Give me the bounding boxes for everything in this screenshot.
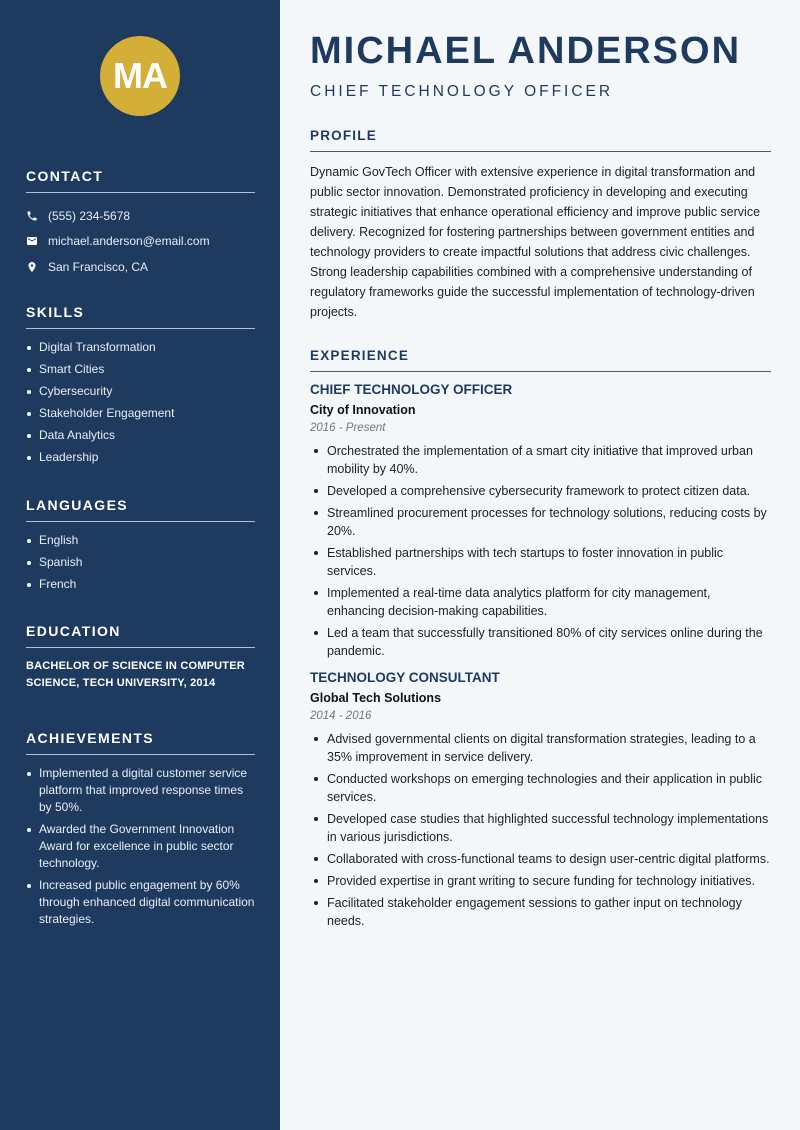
experience-section: [310, 348, 771, 940]
job-bullet: Established partnerships with tech startups to foster innovation in public services.: [310, 544, 771, 580]
skill-item: Data Analytics: [26, 427, 255, 444]
job-bullets: [310, 442, 771, 660]
job-dates: 2014 - 2016: [310, 710, 372, 722]
job-bullet: Provided expertise in grant writing to secure funding for technology initiatives.: [310, 872, 771, 890]
email-icon: [26, 235, 48, 247]
contact-location: [26, 254, 255, 280]
job-bullet: Developed a comprehensive cybersecurity framework to protect citizen data.: [310, 482, 771, 500]
candidate-title: CHIEF TECHNOLOGY OFFICER: [310, 83, 614, 100]
language-item: French: [26, 576, 255, 593]
sidebar: [0, 0, 280, 1130]
skills-section: [26, 304, 255, 471]
education-heading: EDUCATION: [26, 623, 255, 648]
achievements-heading: ACHIEVEMENTS: [26, 730, 255, 755]
skill-item: Leadership: [26, 449, 255, 466]
achievements-section: [26, 730, 255, 933]
job-title: CHIEF TECHNOLOGY OFFICER: [310, 382, 513, 397]
candidate-name: MICHAEL ANDERSON: [310, 30, 742, 72]
achievement-item: Implemented a digital customer service platform that improved response times by 50%.: [26, 765, 255, 816]
job-bullet: Facilitated stakeholder engagement sessions to gather input on technology needs.: [310, 894, 771, 930]
job-company: City of Innovation: [310, 403, 416, 417]
skill-item: Smart Cities: [26, 361, 255, 378]
location-pin-icon: [26, 261, 48, 273]
achievements-list: [26, 765, 255, 928]
skill-item: Digital Transformation: [26, 339, 255, 356]
job-company: Global Tech Solutions: [310, 691, 442, 705]
job-bullet: Developed case studies that highlighted successful technology implementations in various jurisdictions.: [310, 810, 771, 846]
phone-icon: [26, 210, 48, 222]
job-bullets: [310, 730, 771, 930]
contact-heading: CONTACT: [26, 168, 255, 193]
language-item: English: [26, 532, 255, 549]
achievement-item: Increased public engagement by 60% through enhanced digital communication strategies.: [26, 877, 255, 928]
experience-heading: EXPERIENCE: [310, 348, 771, 372]
contact-section: [26, 168, 255, 280]
profile-heading: PROFILE: [310, 128, 771, 152]
job-entry: [310, 670, 771, 930]
job-bullet: Implemented a real-time data analytics platform for city management, enhancing decision-making capabilities.: [310, 584, 771, 620]
skill-item: Cybersecurity: [26, 383, 255, 400]
skills-list: [26, 339, 255, 466]
language-item: Spanish: [26, 554, 255, 571]
contact-phone: [26, 203, 255, 229]
skill-item: Stakeholder Engagement: [26, 405, 255, 422]
job-bullet: Conducted workshops on emerging technologies and their application in public services.: [310, 770, 771, 806]
avatar: MA: [100, 36, 180, 116]
job-bullet: Advised governmental clients on digital transformation strategies, leading to a 35% improvement in service delivery.: [310, 730, 771, 766]
job-entry: [310, 382, 771, 660]
languages-section: [26, 497, 255, 598]
job-bullet: Collaborated with cross-functional teams to design user-centric digital platforms.: [310, 850, 771, 868]
skills-heading: SKILLS: [26, 304, 255, 329]
profile-text: Dynamic GovTech Officer with extensive experience in digital transformation and public sector innovation. Demonstrated proficiency in developing and executing strategic initiatives that enhance operational efficiency and improve public service delivery. Recognized for fostering partnerships between government entities and technology providers to create impactful solutions that address civic challenges. Strong leadership capabilities combined with a comprehensive understanding of regulatory frameworks guide the successful implementation of technology-driven projects.: [310, 165, 761, 319]
education-section: [26, 623, 255, 692]
phone-text[interactable]: (555) 234-5678: [48, 208, 131, 223]
email-text[interactable]: michael.anderson@email.com: [48, 234, 210, 249]
languages-heading: LANGUAGES: [26, 497, 255, 522]
job-bullet: Led a team that successfully transitioned 80% of city services online during the pandemic.: [310, 624, 771, 660]
job-title: TECHNOLOGY CONSULTANT: [310, 670, 500, 685]
location-text: San Francisco, CA: [48, 259, 149, 274]
education-entry: BACHELOR OF SCIENCE IN COMPUTER SCIENCE, TECH UNIVERSITY, 2014: [26, 660, 245, 689]
contact-email: [26, 229, 255, 255]
job-bullet: Orchestrated the implementation of a smart city initiative that improved urban mobility by 40%.: [310, 442, 771, 478]
achievement-item: Awarded the Government Innovation Award for excellence in public sector technology.: [26, 821, 255, 872]
profile-section: [310, 128, 771, 322]
languages-list: [26, 532, 255, 593]
job-bullet: Streamlined procurement processes for technology solutions, reducing costs by 20%.: [310, 504, 771, 540]
job-dates: 2016 - Present: [310, 422, 386, 434]
